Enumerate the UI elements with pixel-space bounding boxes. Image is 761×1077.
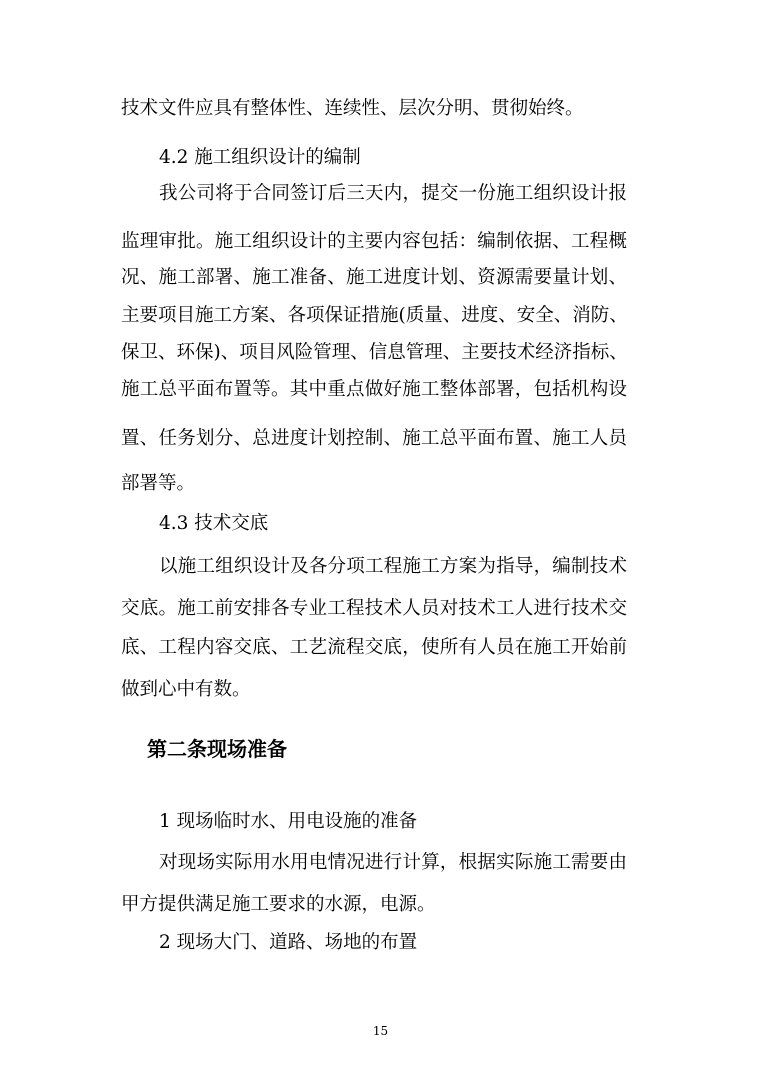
article-2-heading: 第二条现场准备 (147, 737, 287, 761)
item-1-line: 对现场实际用水用电情况进行计算，根据实际施工需要由 (159, 852, 627, 873)
section-4-2-line: 主要项目施工方案、各项保证措施(质量、进度、安全、消防、 (121, 305, 628, 326)
section-4-3-line: 底、工程内容交底、工艺流程交底，使所有人员在施工开始前 (121, 637, 627, 658)
intro-line: 技术文件应具有整体性、连续性、层次分明、贯彻始终。 (121, 98, 584, 119)
section-4-3-line: 以施工组织设计及各分项工程施工方案为指导，编制技术 (159, 556, 627, 577)
item-2-title: 2 现场大门、道路、场地的布置 (159, 932, 418, 953)
item-1-line: 甲方提供满足施工要求的水源，电源。 (121, 894, 436, 915)
section-4-2-line: 施工总平面布置等。其中重点做好施工整体部署，包括机构设 (121, 379, 627, 400)
section-4-3-line: 做到心中有数。 (121, 679, 251, 700)
item-1-title: 1 现场临时水、用电设施的准备 (159, 811, 418, 832)
page-number: 15 (372, 1024, 389, 1038)
section-4-2-line: 况、施工部署、施工准备、施工进度计划、资源需要量计划、 (121, 267, 627, 288)
section-4-2-title: 4.2 施工组织设计的编制 (159, 147, 361, 168)
section-4-3-line: 交底。施工前安排各专业工程技术人员对技术工人进行技术交 (121, 598, 627, 619)
section-4-2-line: 我公司将于合同签订后三天内，提交一份施工组织设计报 (159, 183, 627, 204)
section-4-2-line: 置、任务划分、总进度计划控制、施工总平面布置、施工人员 (121, 428, 627, 449)
section-4-2-line: 监理审批。施工组织设计的主要内容包括：编制依据、工程概 (121, 231, 627, 252)
section-4-3-title: 4.3 技术交底 (159, 513, 269, 534)
section-4-2-line: 保卫、环保)、项目风险管理、信息管理、主要技术经济指标、 (121, 342, 628, 363)
section-4-2-line: 部署等。 (121, 473, 196, 494)
